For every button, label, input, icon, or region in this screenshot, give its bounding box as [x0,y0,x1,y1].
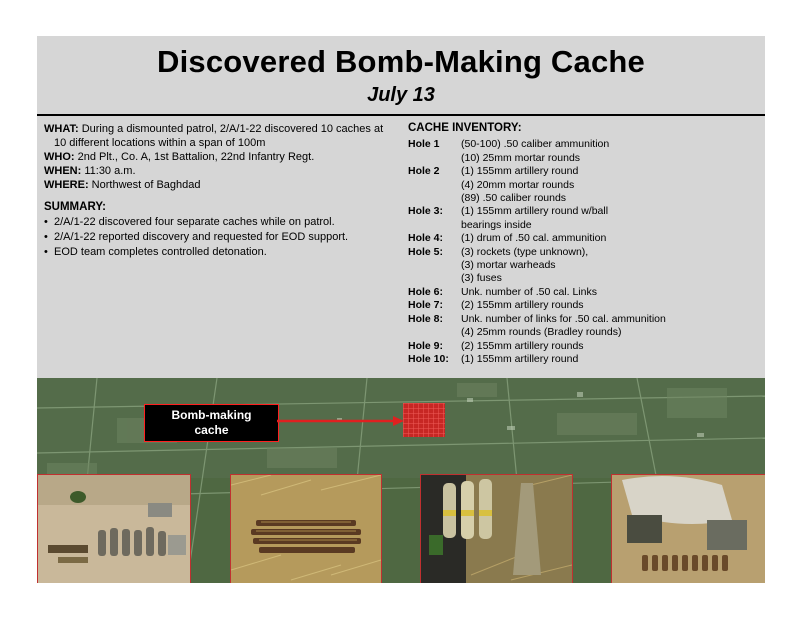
hole-item-line: (10) 25mm mortar rounds [461,151,581,164]
what-label: WHAT: [44,123,79,135]
inventory-hole-row [408,165,758,205]
hole-items [461,138,758,165]
what-text: During a dismounted patrol, 2/A/1-22 discovered 10 caches at 10 different locations within a span of 100m [54,123,384,149]
hole-item-line: Unk. number of links for .50 cal. ammunition [461,312,666,325]
hole-item-line: Unk. number of .50 cal. Links [461,285,597,298]
inventory-hole-row [408,313,758,340]
who-label: WHO: [44,151,75,163]
when-label: WHEN: [44,165,82,177]
hole-label: Hole 3: [408,205,444,218]
page-subtitle-date: July 13 [367,84,435,106]
hole-item-line: (3) fuses [461,272,502,285]
aerial-map [37,378,765,583]
photo-ammo-boxes [611,474,765,583]
hole-item-line: (1) 155mm artillery round w/ball [461,205,609,218]
hole-label: Hole 1 [408,138,440,151]
hole-item-line: (3) rockets (type unknown), [461,245,589,258]
incident-details [44,122,389,260]
hole-label: Hole 10: [408,352,449,365]
inventory-heading: CACHE INVENTORY: [408,122,522,134]
where-text: Northwest of Baghdad [91,179,201,191]
photo-ordnance-laid-out [37,474,191,583]
hole-label: Hole 5: [408,245,444,258]
summary-item: • 2/A/1-22 discovered four separate caches while on patrol. [44,215,389,229]
hole-item-line: (2) 155mm artillery rounds [461,339,584,352]
hole-label: Hole 7: [408,299,444,312]
hole-items [461,246,758,286]
hole-item-line: (1) 155mm artillery round [461,352,579,365]
inventory-hole-row [408,232,758,245]
hole-items [461,286,758,299]
hole-items [461,340,758,353]
who-text: 2nd Plt., Co. A, 1st Battalion, 22nd Infantry Regt. [77,151,315,163]
hole-item-line: (3) mortar warheads [461,259,556,272]
hole-items [461,353,758,366]
summary-item: • 2/A/1-22 reported discovery and requested for EOD support. [44,230,389,244]
summary-list [44,215,389,259]
callout-arrow-icon [277,415,405,427]
callout-line-2: cache [194,423,229,437]
cache-inventory [408,122,758,366]
hole-items [461,299,758,312]
inventory-list [408,138,758,366]
inventory-hole-row [408,205,758,232]
hole-label: Hole 2 [408,165,440,178]
who-line [44,150,389,164]
hole-item-line: (2) 155mm artillery rounds [461,299,584,312]
hole-items [461,232,758,245]
inventory-hole-row [408,353,758,366]
inventory-hole-row [408,138,758,165]
where-label: WHERE: [44,179,89,191]
hole-item-line: (4) 25mm rounds (Bradley rounds) [461,326,622,339]
hole-label: Hole 9: [408,339,444,352]
slide [37,36,765,583]
callout-line-1: Bomb-making [171,408,252,422]
photo-artillery-rounds [420,474,573,583]
hole-label: Hole 4: [408,232,444,245]
hole-label: Hole 8: [408,312,444,325]
where-line [44,178,389,192]
hole-items [461,165,758,205]
hole-item-line: (89) .50 caliber rounds [461,192,567,205]
hole-items [461,205,758,232]
inventory-hole-row [408,340,758,353]
title-divider [37,114,765,116]
hole-item-line: (4) 20mm mortar rounds [461,178,575,191]
inventory-hole-row [408,286,758,299]
when-text: 11:30 a.m. [84,165,136,177]
inventory-hole-row [408,246,758,286]
hole-label: Hole 6: [408,285,444,298]
hole-item-line: (1) drum of .50 cal. ammunition [461,232,607,245]
hole-item-line: (1) 155mm artillery round [461,165,579,178]
hole-item-line: (50-100) .50 caliber ammunition [461,138,610,151]
summary-heading: SUMMARY: [44,201,106,213]
cache-location-marker [403,403,445,437]
hole-items [461,313,758,340]
inventory-hole-row [408,299,758,312]
page-title: Discovered Bomb-Making Cache [157,44,645,79]
cache-callout-label [144,404,279,442]
what-line [44,122,389,150]
summary-item: • EOD team completes controlled detonation. [44,245,389,259]
photo-ammunition-in-straw [230,474,382,583]
when-line [44,164,389,178]
hole-item-line: bearings inside [461,218,532,231]
